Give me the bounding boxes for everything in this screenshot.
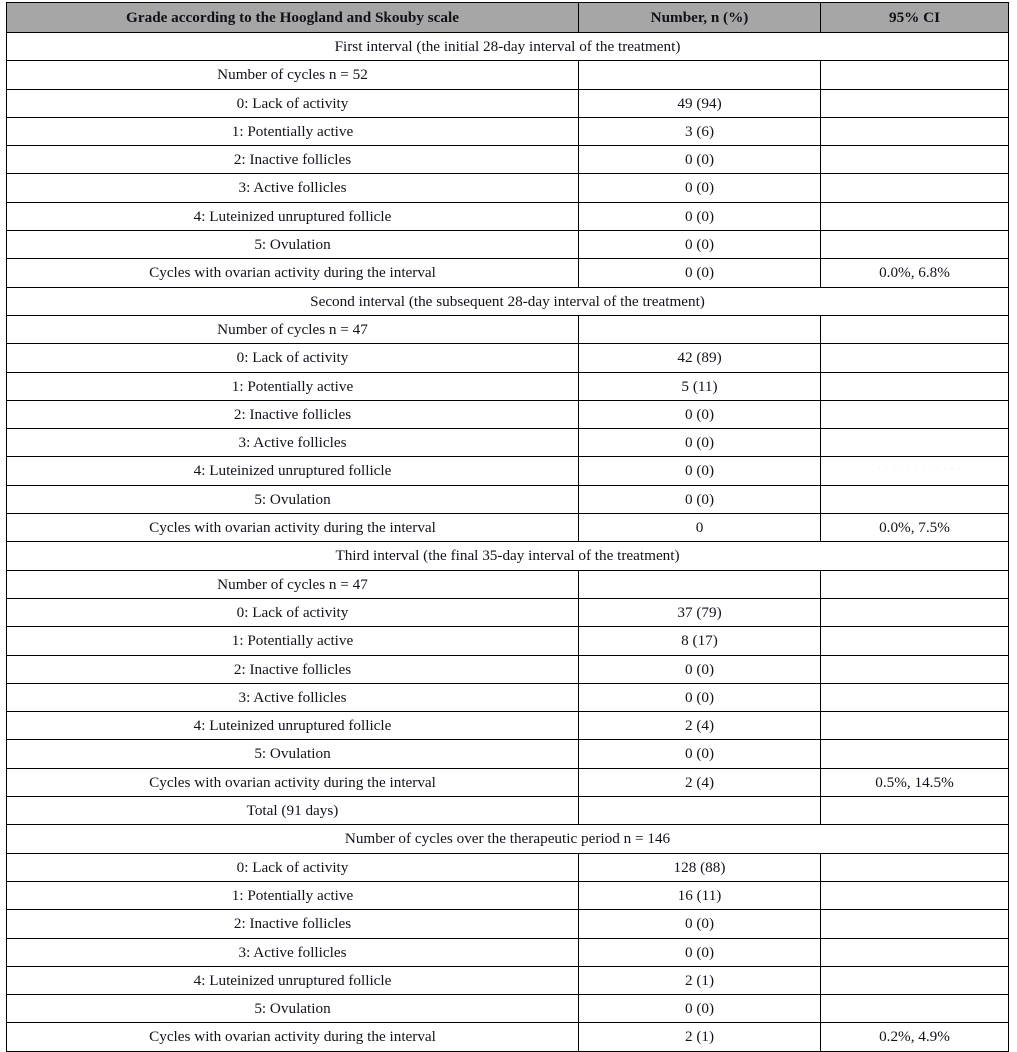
cell-grade-label: Total (91 days) <box>7 797 579 825</box>
cell-grade-label: Cycles with ovarian activity during the interval <box>7 1023 579 1051</box>
cell-number: 0 (0) <box>579 429 821 457</box>
cell-grade-label: 3: Active follicles <box>7 174 579 202</box>
cell-confidence-interval <box>821 400 1009 428</box>
cell-number: 0 (0) <box>579 231 821 259</box>
cell-number: 2 (1) <box>579 1023 821 1051</box>
table-section-row <box>7 825 1009 853</box>
cell-number: 2 (4) <box>579 712 821 740</box>
table-row <box>7 627 1009 655</box>
cell-grade-label: 4: Luteinized unruptured follicle <box>7 457 579 485</box>
ovarian-activity-results-table <box>6 2 1009 1052</box>
cell-number: 0 (0) <box>579 485 821 513</box>
table-row <box>7 202 1009 230</box>
cell-number: 0 (0) <box>579 174 821 202</box>
cell-number: 0 (0) <box>579 740 821 768</box>
table-row <box>7 768 1009 796</box>
cell-number: 37 (79) <box>579 598 821 626</box>
cell-number: 128 (88) <box>579 853 821 881</box>
table-row <box>7 61 1009 89</box>
cell-grade-label: 5: Ovulation <box>7 740 579 768</box>
section-label: First interval (the initial 28-day interval of the treatment) <box>7 33 1009 61</box>
cell-number: 42 (89) <box>579 344 821 372</box>
cell-grade-label: 3: Active follicles <box>7 429 579 457</box>
table-header-row <box>7 3 1009 33</box>
cell-number <box>579 797 821 825</box>
cell-confidence-interval <box>821 627 1009 655</box>
cell-grade-label: 3: Active follicles <box>7 938 579 966</box>
cell-grade-label: 4: Luteinized unruptured follicle <box>7 202 579 230</box>
table-row <box>7 797 1009 825</box>
table-row <box>7 315 1009 343</box>
cell-grade-label: Cycles with ovarian activity during the interval <box>7 259 579 287</box>
cell-number <box>579 61 821 89</box>
faint-scan-artifact: · · · · · · · · · · · · <box>878 464 962 474</box>
cell-confidence-interval <box>821 202 1009 230</box>
cell-confidence-interval <box>821 570 1009 598</box>
cell-confidence-interval <box>821 995 1009 1023</box>
table-row <box>7 1023 1009 1051</box>
cell-confidence-interval <box>821 655 1009 683</box>
cell-confidence-interval <box>821 740 1009 768</box>
table-section-row <box>7 33 1009 61</box>
table-header <box>7 3 1009 33</box>
cell-grade-label: 1: Potentially active <box>7 372 579 400</box>
cell-grade-label: 2: Inactive follicles <box>7 910 579 938</box>
table-row <box>7 457 1009 485</box>
cell-grade-label: 2: Inactive follicles <box>7 655 579 683</box>
cell-grade-label: 0: Lack of activity <box>7 853 579 881</box>
cell-grade-label: 1: Potentially active <box>7 627 579 655</box>
table-row <box>7 89 1009 117</box>
cell-number: 16 (11) <box>579 881 821 909</box>
section-label: Number of cycles over the therapeutic period n = 146 <box>7 825 1009 853</box>
cell-grade-label: Number of cycles n = 52 <box>7 61 579 89</box>
table-row <box>7 174 1009 202</box>
table-row <box>7 598 1009 626</box>
cell-grade-label: Cycles with ovarian activity during the interval <box>7 768 579 796</box>
column-header-grade: Grade according to the Hoogland and Skouby scale <box>7 3 579 33</box>
cell-number: 0 (0) <box>579 457 821 485</box>
table-row <box>7 995 1009 1023</box>
cell-number: 2 (1) <box>579 966 821 994</box>
cell-number: 0 (0) <box>579 259 821 287</box>
cell-grade-label: 5: Ovulation <box>7 995 579 1023</box>
table-row <box>7 683 1009 711</box>
cell-grade-label: 2: Inactive follicles <box>7 146 579 174</box>
cell-confidence-interval <box>821 797 1009 825</box>
table-row <box>7 712 1009 740</box>
cell-number: 0 (0) <box>579 655 821 683</box>
table-row <box>7 485 1009 513</box>
cell-number: 0 (0) <box>579 400 821 428</box>
cell-confidence-interval <box>821 315 1009 343</box>
cell-confidence-interval: 0.0%, 6.8% <box>821 259 1009 287</box>
table-body <box>7 33 1009 1052</box>
cell-grade-label: 0: Lack of activity <box>7 598 579 626</box>
table-section-row <box>7 542 1009 570</box>
column-header-ci: 95% CI <box>821 3 1009 33</box>
cell-confidence-interval <box>821 910 1009 938</box>
table-row <box>7 655 1009 683</box>
column-header-number: Number, n (%) <box>579 3 821 33</box>
table-row <box>7 259 1009 287</box>
cell-number: 0 (0) <box>579 938 821 966</box>
table-row <box>7 966 1009 994</box>
cell-grade-label: 0: Lack of activity <box>7 344 579 372</box>
cell-confidence-interval <box>821 61 1009 89</box>
cell-number: 0 (0) <box>579 202 821 230</box>
cell-confidence-interval <box>821 174 1009 202</box>
table-row <box>7 117 1009 145</box>
cell-grade-label: 4: Luteinized unruptured follicle <box>7 966 579 994</box>
cell-confidence-interval <box>821 485 1009 513</box>
cell-number <box>579 570 821 598</box>
cell-confidence-interval <box>821 117 1009 145</box>
cell-confidence-interval <box>821 966 1009 994</box>
section-label: Second interval (the subsequent 28-day interval of the treatment) <box>7 287 1009 315</box>
cell-number: 0 (0) <box>579 910 821 938</box>
cell-grade-label: Number of cycles n = 47 <box>7 570 579 598</box>
cell-confidence-interval <box>821 598 1009 626</box>
cell-confidence-interval: 0.0%, 7.5% <box>821 514 1009 542</box>
table-section-row <box>7 287 1009 315</box>
cell-grade-label: 2: Inactive follicles <box>7 400 579 428</box>
cell-confidence-interval: 0.5%, 14.5% <box>821 768 1009 796</box>
cell-grade-label: 5: Ovulation <box>7 485 579 513</box>
cell-number: 0 <box>579 514 821 542</box>
table-row <box>7 910 1009 938</box>
cell-confidence-interval <box>821 853 1009 881</box>
table-row <box>7 429 1009 457</box>
table-row <box>7 344 1009 372</box>
cell-number: 2 (4) <box>579 768 821 796</box>
cell-number: 8 (17) <box>579 627 821 655</box>
cell-confidence-interval <box>821 89 1009 117</box>
cell-grade-label: 1: Potentially active <box>7 117 579 145</box>
table-row <box>7 938 1009 966</box>
cell-grade-label: 5: Ovulation <box>7 231 579 259</box>
cell-number: 0 (0) <box>579 995 821 1023</box>
cell-confidence-interval <box>821 881 1009 909</box>
table-row <box>7 231 1009 259</box>
table-row <box>7 372 1009 400</box>
cell-confidence-interval <box>821 683 1009 711</box>
cell-confidence-interval <box>821 457 1009 485</box>
table-row <box>7 853 1009 881</box>
cell-grade-label: 1: Potentially active <box>7 881 579 909</box>
cell-number <box>579 315 821 343</box>
table-row <box>7 881 1009 909</box>
cell-confidence-interval <box>821 938 1009 966</box>
cell-confidence-interval <box>821 429 1009 457</box>
cell-grade-label: Number of cycles n = 47 <box>7 315 579 343</box>
cell-confidence-interval <box>821 712 1009 740</box>
cell-grade-label: 3: Active follicles <box>7 683 579 711</box>
cell-confidence-interval <box>821 146 1009 174</box>
cell-confidence-interval <box>821 372 1009 400</box>
table-row <box>7 570 1009 598</box>
cell-number: 3 (6) <box>579 117 821 145</box>
table-row <box>7 514 1009 542</box>
cell-number: 0 (0) <box>579 146 821 174</box>
cell-grade-label: 0: Lack of activity <box>7 89 579 117</box>
cell-number: 49 (94) <box>579 89 821 117</box>
cell-confidence-interval <box>821 231 1009 259</box>
table-row <box>7 740 1009 768</box>
table-row <box>7 400 1009 428</box>
cell-confidence-interval <box>821 344 1009 372</box>
table-row <box>7 146 1009 174</box>
cell-number: 5 (11) <box>579 372 821 400</box>
cell-number: 0 (0) <box>579 683 821 711</box>
cell-grade-label: 4: Luteinized unruptured follicle <box>7 712 579 740</box>
cell-grade-label: Cycles with ovarian activity during the interval <box>7 514 579 542</box>
cell-confidence-interval: 0.2%, 4.9% <box>821 1023 1009 1051</box>
section-label: Third interval (the final 35-day interval of the treatment) <box>7 542 1009 570</box>
